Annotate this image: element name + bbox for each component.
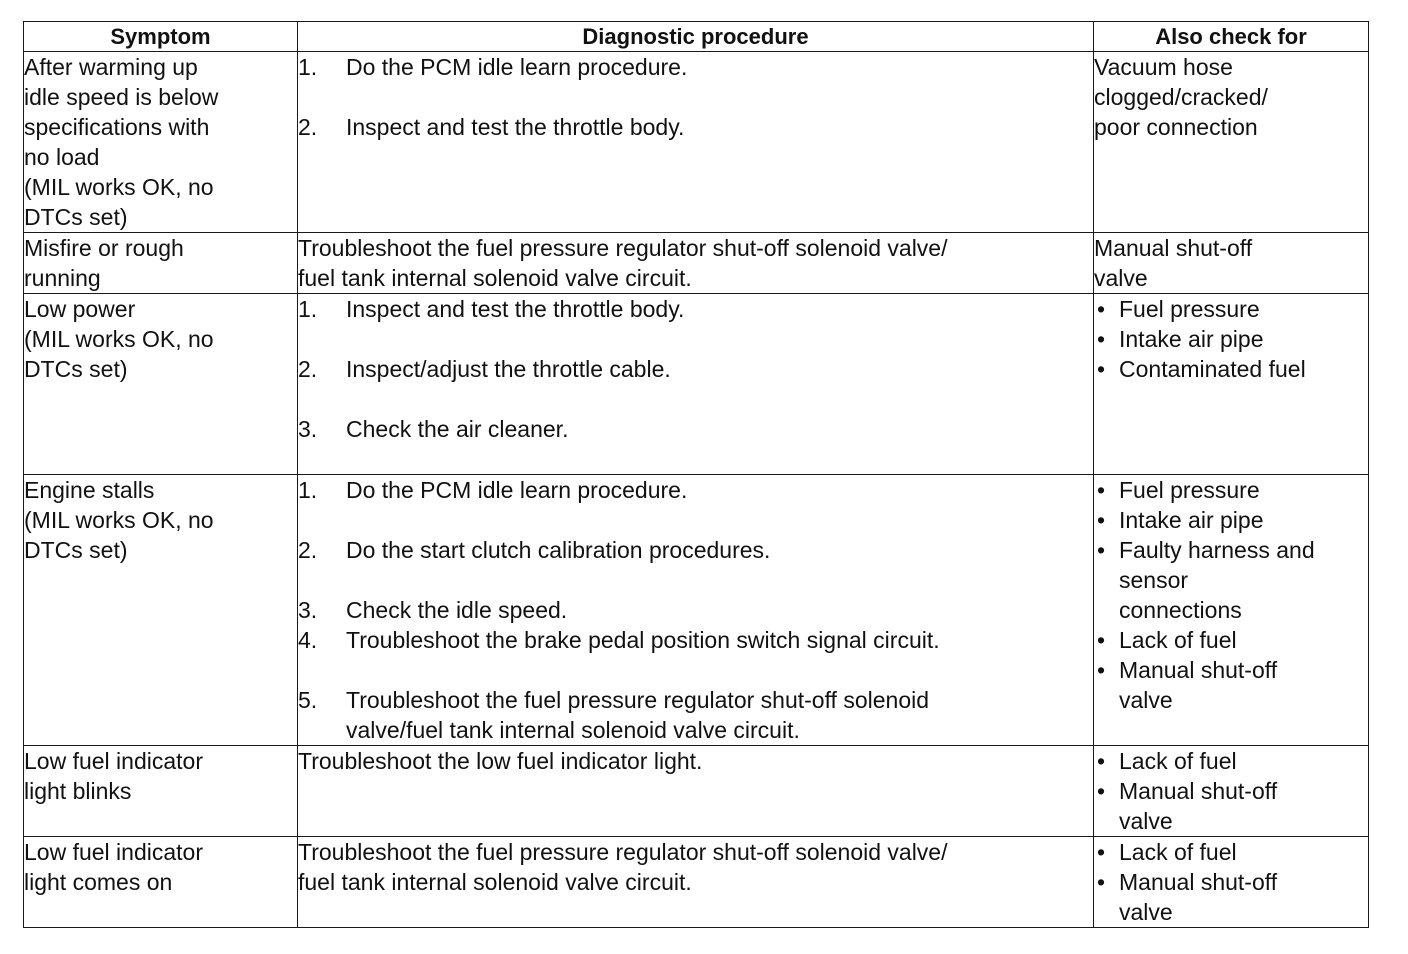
procedure-step: [298, 112, 1093, 142]
symptom-cell: [24, 837, 298, 928]
header-procedure: Diagnostic procedure: [298, 22, 1094, 52]
bullet-icon: •: [1097, 507, 1106, 533]
symptom-cell: [24, 475, 298, 746]
bullet-text: Intake air pipe: [1119, 507, 1264, 533]
symptom-line: (MIL works OK, no: [24, 507, 214, 533]
list-item: [1094, 354, 1368, 384]
symptom-line: (MIL works OK, no: [24, 174, 214, 200]
table-row: [24, 52, 1369, 233]
also-check-cell: [1094, 233, 1369, 294]
bullet-text: Manual shut-off: [1119, 778, 1278, 804]
symptom-line: running: [24, 265, 101, 291]
bullet-text: Lack of fuel: [1119, 839, 1237, 865]
procedure-step: [298, 294, 1093, 324]
also-check-line: poor connection: [1094, 114, 1258, 140]
also-check-list: [1094, 837, 1368, 927]
list-item: [1094, 837, 1368, 867]
bullet-text: connections: [1119, 597, 1242, 623]
procedure-cell: [298, 475, 1094, 746]
symptom-line: Low power: [24, 296, 136, 322]
list-item: [1094, 294, 1368, 324]
procedure-line: Troubleshoot the fuel pressure regulator shut-off solenoid valve/: [298, 235, 948, 261]
bullet-text: valve: [1119, 808, 1173, 834]
procedure-step: [298, 475, 1093, 505]
bullet-icon: •: [1097, 326, 1106, 352]
procedure-step: [298, 535, 1093, 565]
symptom-line: idle speed is below: [24, 84, 219, 110]
bullet-icon: •: [1097, 356, 1106, 382]
also-check-cell: [1094, 746, 1369, 837]
list-item: [1094, 505, 1368, 535]
bullet-text: Lack of fuel: [1119, 627, 1237, 653]
step-text: Inspect and test the throttle body.: [346, 114, 685, 140]
bullet-icon: •: [1097, 537, 1106, 563]
step-number: 3.: [298, 416, 318, 442]
bullet-text: Fuel pressure: [1119, 477, 1260, 503]
list-item: [1094, 475, 1368, 505]
list-item: [1094, 776, 1368, 836]
step-number: 3.: [298, 597, 318, 623]
bullet-icon: •: [1097, 748, 1106, 774]
also-check-list: [1094, 475, 1368, 715]
bullet-text: Manual shut-off: [1119, 657, 1278, 683]
step-text: Check the air cleaner.: [346, 416, 569, 442]
symptom-line: specifications with: [24, 114, 210, 140]
table-row: [24, 475, 1369, 746]
table-row: [24, 233, 1369, 294]
procedure-step: [298, 625, 1093, 655]
symptom-line: Engine stalls: [24, 477, 155, 503]
procedure-cell: [298, 52, 1094, 233]
procedure-line: fuel tank internal solenoid valve circuit.: [298, 265, 692, 291]
bullet-text: Faulty harness and: [1119, 537, 1315, 563]
step-number: 2.: [298, 114, 318, 140]
bullet-icon: •: [1097, 778, 1106, 804]
procedure-cell: [298, 233, 1094, 294]
symptom-line: DTCs set): [24, 537, 128, 563]
step-text: Do the start clutch calibration procedures.: [346, 537, 771, 563]
bullet-text: valve: [1119, 899, 1173, 925]
step-text: Do the PCM idle learn procedure.: [346, 54, 688, 80]
also-check-cell: [1094, 52, 1369, 233]
table-row: [24, 837, 1369, 928]
list-item: [1094, 535, 1368, 625]
bullet-icon: •: [1097, 869, 1106, 895]
also-check-line: valve: [1094, 265, 1148, 291]
procedure-line: Troubleshoot the low fuel indicator light.: [298, 748, 703, 774]
list-item: [1094, 625, 1368, 655]
symptom-line: light comes on: [24, 869, 173, 895]
bullet-text: Contaminated fuel: [1119, 356, 1306, 382]
symptom-line: DTCs set): [24, 356, 128, 382]
bullet-text: valve: [1119, 687, 1173, 713]
step-text: Troubleshoot the fuel pressure regulator shut-off solenoid: [346, 687, 930, 713]
header-symptom: Symptom: [24, 22, 298, 52]
procedure-step: [298, 595, 1093, 625]
step-text: Inspect and test the throttle body.: [346, 296, 685, 322]
bullet-icon: •: [1097, 627, 1106, 653]
step-text: Inspect/adjust the throttle cable.: [346, 356, 671, 382]
list-item: [1094, 746, 1368, 776]
diagnostic-table: [23, 21, 1369, 928]
bullet-icon: •: [1097, 296, 1106, 322]
procedure-step: [298, 52, 1093, 82]
also-check-line: Manual shut-off: [1094, 235, 1253, 261]
also-check-list: [1094, 746, 1368, 836]
table-row: [24, 294, 1369, 475]
bullet-text: sensor: [1119, 567, 1189, 593]
also-check-cell: [1094, 837, 1369, 928]
bullet-icon: •: [1097, 477, 1106, 503]
symptom-cell: [24, 52, 298, 233]
step-number: 1.: [298, 296, 318, 322]
symptom-line: DTCs set): [24, 204, 128, 230]
symptom-line: light blinks: [24, 778, 132, 804]
list-item: [1094, 867, 1368, 927]
procedure-cell: [298, 837, 1094, 928]
symptom-line: Misfire or rough: [24, 235, 184, 261]
bullet-text: Intake air pipe: [1119, 326, 1264, 352]
symptom-cell: [24, 746, 298, 837]
symptom-line: Low fuel indicator: [24, 748, 203, 774]
step-number: 5.: [298, 687, 318, 713]
step-text: Troubleshoot the brake pedal position switch signal circuit.: [346, 627, 940, 653]
bullet-text: Lack of fuel: [1119, 748, 1237, 774]
also-check-line: Vacuum hose: [1094, 54, 1233, 80]
procedure-line: fuel tank internal solenoid valve circuit.: [298, 869, 692, 895]
step-text: valve/fuel tank internal solenoid valve circuit.: [346, 717, 800, 743]
header-also-check: Also check for: [1094, 22, 1369, 52]
bullet-text: Manual shut-off: [1119, 869, 1278, 895]
also-check-list: [1094, 294, 1368, 384]
step-text: Do the PCM idle learn procedure.: [346, 477, 688, 503]
step-number: 2.: [298, 356, 318, 382]
step-number: 4.: [298, 627, 318, 653]
step-number: 1.: [298, 477, 318, 503]
list-item: [1094, 655, 1368, 715]
also-check-cell: [1094, 475, 1369, 746]
table-row: [24, 746, 1369, 837]
step-text: Check the idle speed.: [346, 597, 568, 623]
symptom-line: Low fuel indicator: [24, 839, 203, 865]
procedure-line: Troubleshoot the fuel pressure regulator shut-off solenoid valve/: [298, 839, 948, 865]
symptom-cell: [24, 294, 298, 475]
procedure-step: [298, 414, 1093, 444]
step-number: 2.: [298, 537, 318, 563]
bullet-text: Fuel pressure: [1119, 296, 1260, 322]
procedure-step: [298, 354, 1093, 384]
also-check-line: clogged/cracked/: [1094, 84, 1268, 110]
list-item: [1094, 324, 1368, 354]
table-header-row: [24, 22, 1369, 52]
symptom-line: no load: [24, 144, 100, 170]
step-number: 1.: [298, 54, 318, 80]
procedure-step: [298, 685, 1093, 745]
procedure-cell: [298, 746, 1094, 837]
procedure-cell: [298, 294, 1094, 475]
bullet-icon: •: [1097, 657, 1106, 683]
symptom-line: (MIL works OK, no: [24, 326, 214, 352]
also-check-cell: [1094, 294, 1369, 475]
symptom-line: After warming up: [24, 54, 198, 80]
bullet-icon: •: [1097, 839, 1106, 865]
symptom-cell: [24, 233, 298, 294]
